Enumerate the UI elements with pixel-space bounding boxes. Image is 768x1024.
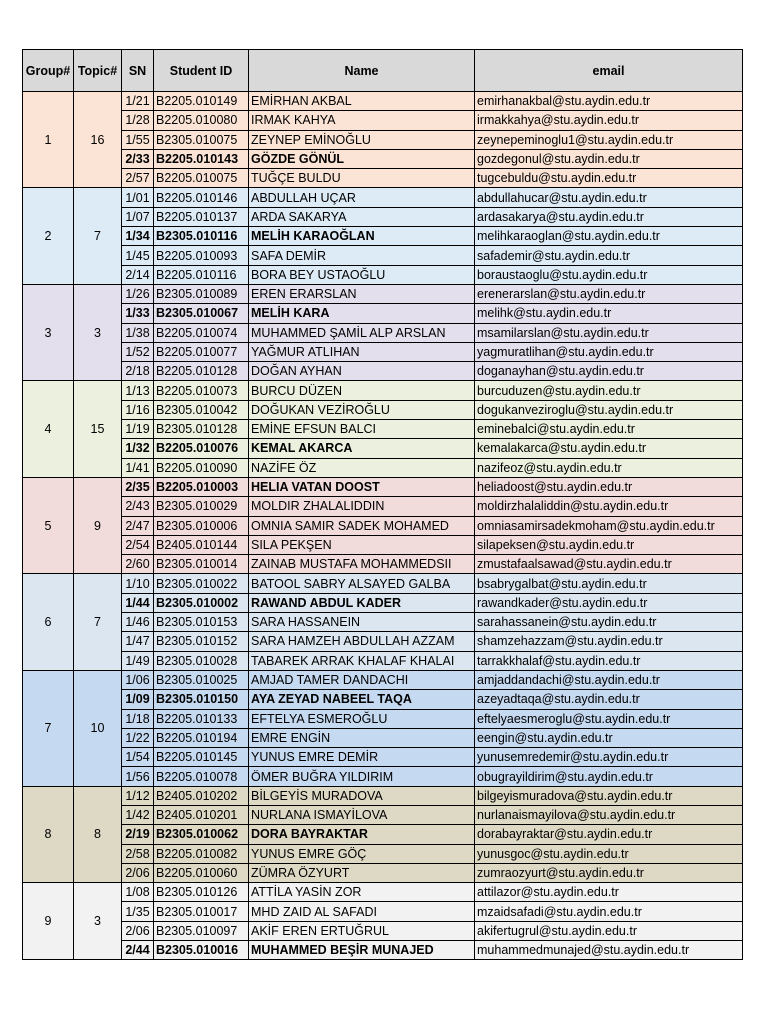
email-cell: akifertugrul@stu.aydin.edu.tr xyxy=(475,921,743,940)
email-cell: eminebalci@stu.aydin.edu.tr xyxy=(475,420,743,439)
email-cell: yagmuratlihan@stu.aydin.edu.tr xyxy=(475,342,743,361)
sn-cell: 1/19 xyxy=(122,420,154,439)
sn-cell: 1/28 xyxy=(122,111,154,130)
student-name-cell: MOLDIR ZHALALIDDIN xyxy=(249,497,475,516)
header-group: Group# xyxy=(23,50,74,92)
group-number-cell: 5 xyxy=(23,477,74,573)
topic-number-cell: 8 xyxy=(74,786,122,882)
student-id-cell: B2205.010080 xyxy=(154,111,249,130)
group-number-cell: 2 xyxy=(23,188,74,284)
table-row xyxy=(23,651,743,670)
student-id-cell: B2305.010006 xyxy=(154,516,249,535)
student-name-cell: EREN ERARSLAN xyxy=(249,284,475,303)
email-cell: eengin@stu.aydin.edu.tr xyxy=(475,728,743,747)
table-row xyxy=(23,825,743,844)
student-id-cell: B2305.010028 xyxy=(154,651,249,670)
student-name-cell: ZAINAB MUSTAFA MOHAMMEDSII xyxy=(249,555,475,574)
sn-cell: 1/55 xyxy=(122,130,154,149)
student-name-cell: EMRE ENGİN xyxy=(249,728,475,747)
sn-cell: 1/46 xyxy=(122,613,154,632)
table-row xyxy=(23,284,743,303)
student-id-cell: B2205.010194 xyxy=(154,728,249,747)
student-name-cell: SILA PEKŞEN xyxy=(249,535,475,554)
student-name-cell: ARDA SAKARYA xyxy=(249,207,475,226)
sn-cell: 1/34 xyxy=(122,227,154,246)
student-name-cell: YUNUS EMRE DEMİR xyxy=(249,748,475,767)
student-name-cell: EFTELYA ESMEROĞLU xyxy=(249,709,475,728)
student-name-cell: ATTİLA YASİN ZOR xyxy=(249,883,475,902)
student-id-cell: B2305.010089 xyxy=(154,284,249,303)
student-id-cell: B2205.010082 xyxy=(154,844,249,863)
student-id-cell: B2405.010201 xyxy=(154,805,249,824)
table-row xyxy=(23,400,743,419)
email-cell: melihkaraoglan@stu.aydin.edu.tr xyxy=(475,227,743,246)
student-name-cell: AMJAD TAMER DANDACHI xyxy=(249,670,475,689)
email-cell: kemalakarca@stu.aydin.edu.tr xyxy=(475,439,743,458)
sn-cell: 2/18 xyxy=(122,362,154,381)
sn-cell: 1/08 xyxy=(122,883,154,902)
student-id-cell: B2305.010128 xyxy=(154,420,249,439)
sn-cell: 2/58 xyxy=(122,844,154,863)
table-row xyxy=(23,593,743,612)
email-cell: nazifeoz@stu.aydin.edu.tr xyxy=(475,458,743,477)
table-row xyxy=(23,477,743,496)
topic-number-cell: 7 xyxy=(74,574,122,670)
table-row xyxy=(23,92,743,111)
email-cell: muhammedmunajed@stu.aydin.edu.tr xyxy=(475,941,743,960)
student-id-cell: B2305.010075 xyxy=(154,130,249,149)
table-row xyxy=(23,941,743,960)
student-id-cell: B2205.010077 xyxy=(154,342,249,361)
header-row xyxy=(23,50,743,92)
group-number-cell: 3 xyxy=(23,284,74,380)
email-cell: zumraozyurt@stu.aydin.edu.tr xyxy=(475,863,743,882)
student-name-cell: NAZİFE ÖZ xyxy=(249,458,475,477)
student-id-cell: B2205.010060 xyxy=(154,863,249,882)
email-cell: melihk@stu.aydin.edu.tr xyxy=(475,304,743,323)
topic-number-cell: 16 xyxy=(74,92,122,188)
email-cell: boraustaoglu@stu.aydin.edu.tr xyxy=(475,265,743,284)
email-cell: yunusemredemir@stu.aydin.edu.tr xyxy=(475,748,743,767)
sn-cell: 2/06 xyxy=(122,921,154,940)
email-cell: tugcebuldu@stu.aydin.edu.tr xyxy=(475,169,743,188)
email-cell: gozdegonul@stu.aydin.edu.tr xyxy=(475,149,743,168)
header-student-id: Student ID xyxy=(154,50,249,92)
student-id-cell: B2305.010016 xyxy=(154,941,249,960)
sn-cell: 2/14 xyxy=(122,265,154,284)
email-cell: rawandkader@stu.aydin.edu.tr xyxy=(475,593,743,612)
table-body xyxy=(23,92,743,960)
student-id-cell: B2405.010202 xyxy=(154,786,249,805)
topic-number-cell: 9 xyxy=(74,477,122,573)
table-row xyxy=(23,497,743,516)
table-row xyxy=(23,670,743,689)
sn-cell: 1/07 xyxy=(122,207,154,226)
student-name-cell: DOĞUKAN VEZİROĞLU xyxy=(249,400,475,419)
student-name-cell: AYA ZEYAD NABEEL TAQA xyxy=(249,690,475,709)
student-id-cell: B2205.010128 xyxy=(154,362,249,381)
group-number-cell: 7 xyxy=(23,670,74,786)
sn-cell: 2/33 xyxy=(122,149,154,168)
student-name-cell: KEMAL AKARCA xyxy=(249,439,475,458)
sn-cell: 2/47 xyxy=(122,516,154,535)
student-name-cell: RAWAND ABDUL KADER xyxy=(249,593,475,612)
table-row xyxy=(23,304,743,323)
email-cell: nurlanaismayilova@stu.aydin.edu.tr xyxy=(475,805,743,824)
header-sn: SN xyxy=(122,50,154,92)
student-id-cell: B2205.010143 xyxy=(154,149,249,168)
student-name-cell: NURLANA ISMAYİLOVA xyxy=(249,805,475,824)
sn-cell: 2/60 xyxy=(122,555,154,574)
student-name-cell: BATOOL SABRY ALSAYED GALBA xyxy=(249,574,475,593)
sn-cell: 1/42 xyxy=(122,805,154,824)
student-name-cell: DOĞAN AYHAN xyxy=(249,362,475,381)
table-row xyxy=(23,149,743,168)
student-name-cell: IRMAK KAHYA xyxy=(249,111,475,130)
student-id-cell: B2305.010017 xyxy=(154,902,249,921)
student-name-cell: SAFA DEMİR xyxy=(249,246,475,265)
header-name: Name xyxy=(249,50,475,92)
table-row xyxy=(23,246,743,265)
student-id-cell: B2405.010144 xyxy=(154,535,249,554)
student-name-cell: ABDULLAH UÇAR xyxy=(249,188,475,207)
email-cell: omniasamirsadekmoham@stu.aydin.edu.tr xyxy=(475,516,743,535)
email-cell: burcuduzen@stu.aydin.edu.tr xyxy=(475,381,743,400)
topic-number-cell: 7 xyxy=(74,188,122,284)
student-name-cell: ÖMER BUĞRA YILDIRIM xyxy=(249,767,475,786)
email-cell: obugrayildirim@stu.aydin.edu.tr xyxy=(475,767,743,786)
student-id-cell: B2305.010152 xyxy=(154,632,249,651)
student-id-cell: B2205.010133 xyxy=(154,709,249,728)
email-cell: amjaddandachi@stu.aydin.edu.tr xyxy=(475,670,743,689)
sn-cell: 1/06 xyxy=(122,670,154,689)
student-name-cell: DORA BAYRAKTAR xyxy=(249,825,475,844)
email-cell: msamilarslan@stu.aydin.edu.tr xyxy=(475,323,743,342)
student-name-cell: MHD ZAID AL SAFADI xyxy=(249,902,475,921)
student-id-cell: B2205.010003 xyxy=(154,477,249,496)
email-cell: moldirzhalaliddin@stu.aydin.edu.tr xyxy=(475,497,743,516)
student-name-cell: AKİF EREN ERTUĞRUL xyxy=(249,921,475,940)
header-topic: Topic# xyxy=(74,50,122,92)
email-cell: dorabayraktar@stu.aydin.edu.tr xyxy=(475,825,743,844)
sn-cell: 1/01 xyxy=(122,188,154,207)
student-id-cell: B2205.010146 xyxy=(154,188,249,207)
table-row xyxy=(23,709,743,728)
email-cell: mzaidsafadi@stu.aydin.edu.tr xyxy=(475,902,743,921)
sn-cell: 1/16 xyxy=(122,400,154,419)
student-id-cell: B2305.010126 xyxy=(154,883,249,902)
student-id-cell: B2305.010002 xyxy=(154,593,249,612)
table-row xyxy=(23,188,743,207)
student-id-cell: B2305.010097 xyxy=(154,921,249,940)
table-row xyxy=(23,130,743,149)
sn-cell: 1/54 xyxy=(122,748,154,767)
table-row xyxy=(23,420,743,439)
sn-cell: 1/32 xyxy=(122,439,154,458)
student-id-cell: B2305.010067 xyxy=(154,304,249,323)
sn-cell: 1/47 xyxy=(122,632,154,651)
student-id-cell: B2305.010014 xyxy=(154,555,249,574)
email-cell: irmakkahya@stu.aydin.edu.tr xyxy=(475,111,743,130)
table-row xyxy=(23,728,743,747)
student-name-cell: HELIA VATAN DOOST xyxy=(249,477,475,496)
student-name-cell: ZEYNEP EMİNOĞLU xyxy=(249,130,475,149)
student-name-cell: BORA BEY USTAOĞLU xyxy=(249,265,475,284)
student-id-cell: B2205.010078 xyxy=(154,767,249,786)
group-number-cell: 8 xyxy=(23,786,74,882)
group-number-cell: 4 xyxy=(23,381,74,477)
sn-cell: 1/38 xyxy=(122,323,154,342)
student-name-cell: BİLGEYİS MURADOVA xyxy=(249,786,475,805)
student-name-cell: SARA HAMZEH ABDULLAH AZZAM xyxy=(249,632,475,651)
group-number-cell: 6 xyxy=(23,574,74,670)
table-row xyxy=(23,458,743,477)
topic-number-cell: 15 xyxy=(74,381,122,477)
table-row xyxy=(23,805,743,824)
student-name-cell: MUHAMMED ŞAMİL ALP ARSLAN xyxy=(249,323,475,342)
student-name-cell: MELİH KARA xyxy=(249,304,475,323)
email-cell: zeynepeminoglu1@stu.aydin.edu.tr xyxy=(475,130,743,149)
email-cell: safademir@stu.aydin.edu.tr xyxy=(475,246,743,265)
email-cell: bilgeyismuradova@stu.aydin.edu.tr xyxy=(475,786,743,805)
email-cell: shamzehazzam@stu.aydin.edu.tr xyxy=(475,632,743,651)
sn-cell: 2/35 xyxy=(122,477,154,496)
sn-cell: 2/54 xyxy=(122,535,154,554)
student-group-table xyxy=(22,49,743,960)
student-id-cell: B2205.010145 xyxy=(154,748,249,767)
email-cell: abdullahucar@stu.aydin.edu.tr xyxy=(475,188,743,207)
student-id-cell: B2305.010062 xyxy=(154,825,249,844)
table-row xyxy=(23,207,743,226)
group-number-cell: 9 xyxy=(23,883,74,960)
topic-number-cell: 10 xyxy=(74,670,122,786)
student-id-cell: B2305.010153 xyxy=(154,613,249,632)
sn-cell: 2/43 xyxy=(122,497,154,516)
table-row xyxy=(23,613,743,632)
email-cell: sarahassanein@stu.aydin.edu.tr xyxy=(475,613,743,632)
sn-cell: 1/13 xyxy=(122,381,154,400)
email-cell: eftelyaesmeroglu@stu.aydin.edu.tr xyxy=(475,709,743,728)
table-row xyxy=(23,883,743,902)
table-row xyxy=(23,632,743,651)
table-row xyxy=(23,748,743,767)
email-cell: zmustafaalsawad@stu.aydin.edu.tr xyxy=(475,555,743,574)
sn-cell: 1/44 xyxy=(122,593,154,612)
sn-cell: 1/35 xyxy=(122,902,154,921)
student-id-cell: B2305.010029 xyxy=(154,497,249,516)
group-number-cell: 1 xyxy=(23,92,74,188)
sn-cell: 1/56 xyxy=(122,767,154,786)
student-name-cell: OMNIA SAMIR SADEK MOHAMED xyxy=(249,516,475,535)
table-row xyxy=(23,555,743,574)
sn-cell: 1/22 xyxy=(122,728,154,747)
sn-cell: 1/18 xyxy=(122,709,154,728)
email-cell: erenerarslan@stu.aydin.edu.tr xyxy=(475,284,743,303)
student-name-cell: SARA HASSANEIN xyxy=(249,613,475,632)
table-row xyxy=(23,921,743,940)
table-row xyxy=(23,111,743,130)
email-cell: azeyadtaqa@stu.aydin.edu.tr xyxy=(475,690,743,709)
student-id-cell: B2205.010137 xyxy=(154,207,249,226)
table-row xyxy=(23,690,743,709)
email-cell: yunusgoc@stu.aydin.edu.tr xyxy=(475,844,743,863)
student-id-cell: B2205.010116 xyxy=(154,265,249,284)
sn-cell: 2/06 xyxy=(122,863,154,882)
email-cell: doganayhan@stu.aydin.edu.tr xyxy=(475,362,743,381)
email-cell: heliadoost@stu.aydin.edu.tr xyxy=(475,477,743,496)
table-row xyxy=(23,863,743,882)
email-cell: dogukanveziroglu@stu.aydin.edu.tr xyxy=(475,400,743,419)
table-row xyxy=(23,265,743,284)
table-row xyxy=(23,786,743,805)
table-row xyxy=(23,535,743,554)
sn-cell: 2/57 xyxy=(122,169,154,188)
student-id-cell: B2305.010022 xyxy=(154,574,249,593)
student-name-cell: ZÜMRA ÖZYURT xyxy=(249,863,475,882)
sn-cell: 2/44 xyxy=(122,941,154,960)
email-cell: bsabrygalbat@stu.aydin.edu.tr xyxy=(475,574,743,593)
student-id-cell: B2305.010150 xyxy=(154,690,249,709)
sn-cell: 1/45 xyxy=(122,246,154,265)
sn-cell: 1/10 xyxy=(122,574,154,593)
student-name-cell: YAĞMUR ATLIHAN xyxy=(249,342,475,361)
student-id-cell: B2205.010073 xyxy=(154,381,249,400)
sn-cell: 2/19 xyxy=(122,825,154,844)
table-row xyxy=(23,574,743,593)
sn-cell: 1/52 xyxy=(122,342,154,361)
table-row xyxy=(23,439,743,458)
table-row xyxy=(23,362,743,381)
sn-cell: 1/26 xyxy=(122,284,154,303)
sn-cell: 1/12 xyxy=(122,786,154,805)
table-row xyxy=(23,767,743,786)
student-name-cell: TABAREK ARRAK KHALAF KHALAI xyxy=(249,651,475,670)
email-cell: ardasakarya@stu.aydin.edu.tr xyxy=(475,207,743,226)
student-id-cell: B2305.010025 xyxy=(154,670,249,689)
student-id-cell: B2205.010149 xyxy=(154,92,249,111)
student-id-cell: B2305.010042 xyxy=(154,400,249,419)
student-name-cell: EMİRHAN AKBAL xyxy=(249,92,475,111)
sn-cell: 1/49 xyxy=(122,651,154,670)
sn-cell: 1/21 xyxy=(122,92,154,111)
table-row xyxy=(23,381,743,400)
table-row xyxy=(23,227,743,246)
sn-cell: 1/41 xyxy=(122,458,154,477)
student-name-cell: BURCU DÜZEN xyxy=(249,381,475,400)
student-id-cell: B2205.010074 xyxy=(154,323,249,342)
student-name-cell: TUĞÇE BULDU xyxy=(249,169,475,188)
table-row xyxy=(23,342,743,361)
topic-number-cell: 3 xyxy=(74,284,122,380)
student-id-cell: B2305.010116 xyxy=(154,227,249,246)
student-id-cell: B2205.010093 xyxy=(154,246,249,265)
student-id-cell: B2205.010076 xyxy=(154,439,249,458)
student-name-cell: MELİH KARAOĞLAN xyxy=(249,227,475,246)
table-row xyxy=(23,844,743,863)
email-cell: tarrakkhalaf@stu.aydin.edu.tr xyxy=(475,651,743,670)
sn-cell: 1/33 xyxy=(122,304,154,323)
student-name-cell: GÖZDE GÖNÜL xyxy=(249,149,475,168)
table-row xyxy=(23,323,743,342)
student-id-cell: B2205.010090 xyxy=(154,458,249,477)
email-cell: emirhanakbal@stu.aydin.edu.tr xyxy=(475,92,743,111)
header-email: email xyxy=(475,50,743,92)
sn-cell: 1/09 xyxy=(122,690,154,709)
student-id-cell: B2205.010075 xyxy=(154,169,249,188)
topic-number-cell: 3 xyxy=(74,883,122,960)
table-row xyxy=(23,516,743,535)
student-name-cell: YUNUS EMRE GÖÇ xyxy=(249,844,475,863)
email-cell: attilazor@stu.aydin.edu.tr xyxy=(475,883,743,902)
email-cell: silapeksen@stu.aydin.edu.tr xyxy=(475,535,743,554)
table-row xyxy=(23,902,743,921)
student-name-cell: MUHAMMED BEŞİR MUNAJED xyxy=(249,941,475,960)
table-row xyxy=(23,169,743,188)
student-name-cell: EMİNE EFSUN BALCI xyxy=(249,420,475,439)
